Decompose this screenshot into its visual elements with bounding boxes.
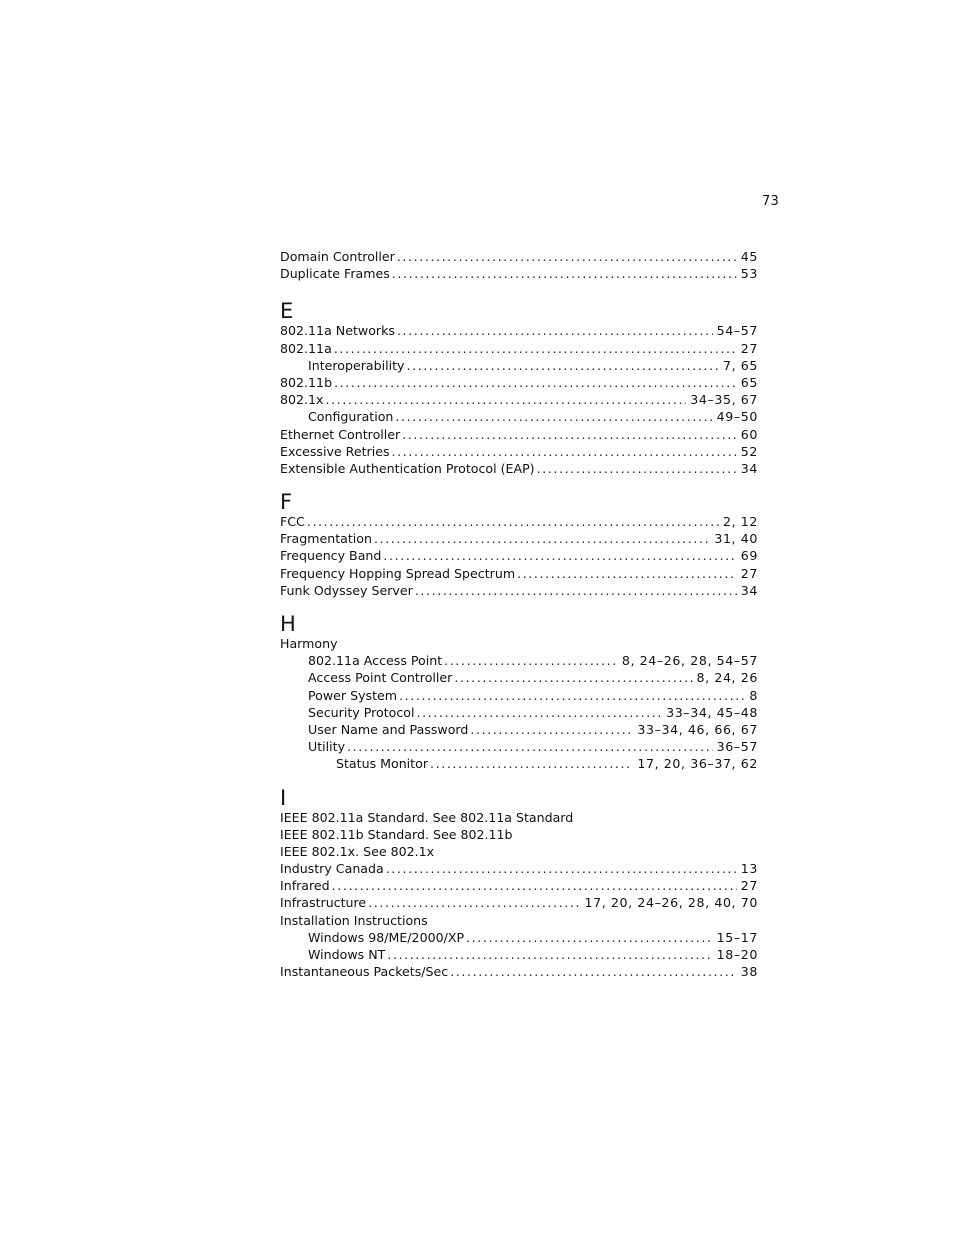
index-entry: [280, 860, 758, 877]
index-list: [280, 248, 758, 980]
dot-leader: [347, 738, 713, 755]
index-entry: [280, 374, 758, 391]
index-subentry: [280, 687, 758, 704]
index-entry: [280, 248, 758, 265]
index-term: Funk Odyssey Server: [280, 582, 413, 598]
index-term: Excessive Retries: [280, 443, 390, 459]
dot-leader: [454, 669, 692, 686]
index-section-e: [280, 300, 758, 477]
index-entry: [280, 340, 758, 357]
index-term: IEEE 802.1x. See 802.1x: [280, 843, 435, 859]
index-term: Power System: [308, 687, 398, 703]
dot-leader: [334, 340, 737, 357]
index-term: 802.11a: [280, 340, 332, 356]
dot-leader: [444, 652, 618, 669]
index-term: Infrastructure: [280, 895, 367, 911]
dot-leader: [387, 946, 712, 963]
dot-leader: [399, 687, 745, 704]
dot-leader: [332, 877, 737, 894]
page-refs: 27: [740, 565, 758, 581]
page-refs: 17, 20, 24–26, 28, 40, 70: [584, 895, 758, 911]
index-term: Duplicate Frames: [280, 266, 390, 282]
index-term: Industry Canada: [280, 861, 384, 877]
section-heading: E: [280, 299, 294, 324]
index-term: 802.11a Networks: [280, 323, 395, 339]
index-entry: [280, 547, 758, 564]
dot-leader: [392, 443, 737, 460]
page-refs: 34: [740, 460, 758, 476]
index-term: Status Monitor: [336, 756, 429, 772]
index-subentry: [280, 704, 758, 721]
index-subentry: [280, 669, 758, 686]
section-heading: H: [280, 612, 296, 636]
dot-leader: [407, 357, 719, 374]
index-term: IEEE 802.11a Standard. See 802.11a Standard: [280, 809, 574, 825]
dot-leader: [374, 530, 710, 547]
dot-leader: [470, 721, 633, 738]
page-refs: 69: [740, 548, 758, 564]
index-section-i: [280, 787, 758, 981]
dot-leader: [397, 322, 713, 339]
section-heading: F: [280, 490, 293, 515]
dot-leader: [307, 513, 719, 530]
index-term: Windows NT: [308, 947, 386, 962]
index-entry: [280, 391, 758, 408]
dot-leader: [395, 408, 712, 425]
index-subsubentry: [280, 755, 758, 772]
page-refs: 49–50: [716, 409, 758, 425]
index-term: IEEE 802.11b Standard. See 802.11b: [280, 826, 513, 842]
dot-leader: [416, 704, 662, 721]
index-subentry: [280, 408, 758, 425]
dot-leader: [415, 582, 737, 599]
index-subentry: [280, 652, 758, 669]
index-term: Frequency Band: [280, 548, 382, 564]
page-refs: 2, 12: [722, 514, 758, 530]
dot-leader: [402, 426, 737, 443]
page-refs: 8: [749, 687, 758, 703]
index-term: Security Protocol: [308, 704, 415, 720]
page-refs: 54–57: [716, 323, 758, 339]
index-term: Access Point Controller: [308, 670, 453, 686]
dot-leader: [537, 460, 737, 477]
page-refs: 31, 40: [714, 531, 758, 547]
index-entry: [280, 265, 758, 282]
index-term: Utility: [308, 739, 346, 755]
index-entry: [280, 322, 758, 339]
page-refs: 52: [740, 443, 758, 459]
index-entry: [280, 426, 758, 443]
index-section-h: [280, 613, 758, 773]
index-term: Ethernet Controller: [280, 426, 401, 442]
dot-leader: [397, 248, 737, 265]
index-term: Infrared: [280, 878, 330, 894]
index-entry: [280, 460, 758, 477]
page-refs: 8, 24–26, 28, 54–57: [621, 653, 758, 669]
dot-leader: [383, 547, 736, 564]
page-refs: 8, 24, 26: [696, 670, 758, 686]
index-subentry: [280, 946, 758, 963]
index-entry: [280, 826, 758, 843]
page-refs: 45: [740, 249, 758, 264]
page-refs: 53: [740, 266, 758, 282]
page-refs: 34: [740, 582, 758, 598]
dot-leader: [326, 391, 687, 408]
index-term: Domain Controller: [280, 249, 395, 264]
dot-leader: [334, 374, 737, 391]
page-refs: 27: [740, 878, 758, 894]
index-section-f: [280, 491, 758, 599]
index-term: Windows 98/ME/2000/XP: [308, 929, 465, 945]
page-refs: 7, 65: [722, 357, 758, 373]
index-term: Harmony: [280, 636, 338, 651]
index-subentry: [280, 738, 758, 755]
index-entry: [280, 513, 758, 530]
page-refs: 27: [740, 340, 758, 356]
index-entry: [280, 963, 758, 980]
index-entry: [280, 530, 758, 547]
index-section-d: [280, 248, 758, 282]
index-entry: [280, 809, 758, 826]
dot-leader: [392, 265, 737, 282]
page-refs: 15–17: [716, 929, 758, 945]
page-refs: 36–57: [716, 739, 758, 755]
index-term: Configuration: [308, 409, 394, 425]
dot-leader: [517, 565, 737, 582]
page-number: 73: [762, 194, 779, 209]
index-entry: [280, 843, 758, 860]
page-refs: 17, 20, 36–37, 62: [637, 756, 758, 772]
page-refs: 60: [740, 426, 758, 442]
index-term: FCC: [280, 514, 305, 530]
section-heading: I: [280, 785, 287, 810]
index-entry: [280, 912, 758, 929]
page-refs: 13: [740, 861, 758, 877]
index-entry: [280, 877, 758, 894]
index-term: 802.11b: [280, 374, 333, 390]
index-term: Fragmentation: [280, 531, 372, 547]
dot-leader: [466, 929, 713, 946]
page-refs: 65: [740, 374, 758, 390]
index-entry: [280, 565, 758, 582]
page-refs: 38: [740, 964, 758, 980]
page-refs: 33–34, 45–48: [666, 704, 758, 720]
index-subentry: [280, 721, 758, 738]
page-refs: 34–35, 67: [690, 392, 758, 408]
index-term: Extensible Authentication Protocol (EAP): [280, 460, 535, 476]
index-term: Frequency Hopping Spread Spectrum: [280, 565, 516, 581]
index-entry: [280, 894, 758, 911]
page-refs: 33–34, 46, 66, 67: [637, 721, 758, 737]
index-subentry: [280, 929, 758, 946]
index-term: User Name and Password: [308, 721, 469, 737]
index-term: 802.1x: [280, 392, 324, 408]
index-entry: [280, 443, 758, 460]
dot-leader: [368, 894, 580, 911]
index-term: Instantaneous Packets/Sec: [280, 964, 449, 980]
index-term: 802.11a Access Point: [308, 653, 443, 669]
dot-leader: [430, 755, 633, 772]
dot-leader: [450, 963, 737, 980]
index-subentry: [280, 357, 758, 374]
index-entry: [280, 635, 758, 652]
page-refs: 18–20: [716, 947, 758, 962]
index-term: Interoperability: [308, 357, 405, 373]
index-term: Installation Instructions: [280, 912, 428, 928]
index-entry: [280, 582, 758, 599]
dot-leader: [386, 860, 737, 877]
